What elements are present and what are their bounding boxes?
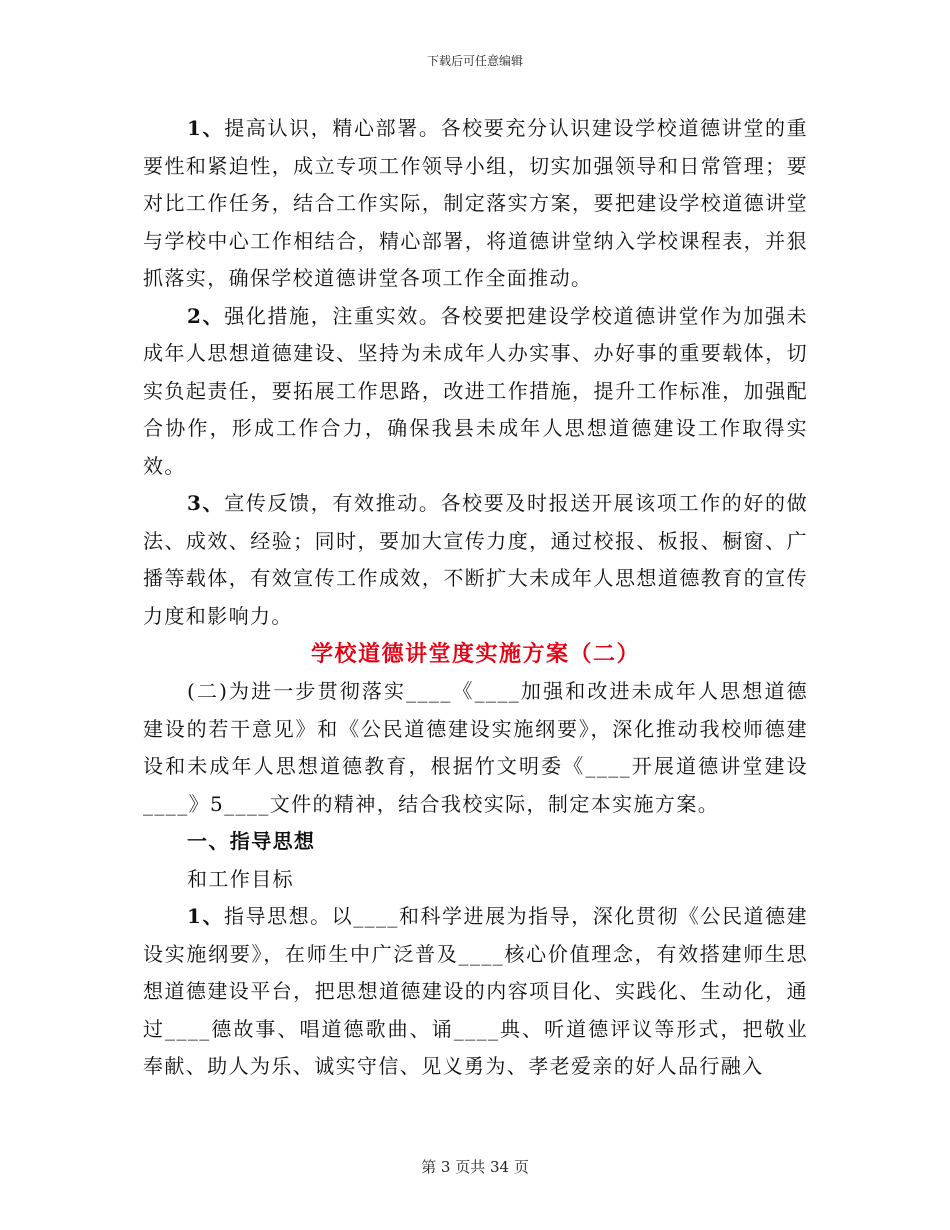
page-header: 下载后可任意编辑 xyxy=(426,54,523,68)
paragraph-1 xyxy=(143,110,808,298)
paragraph-2 xyxy=(143,298,808,486)
page-footer: 第 3 页共 34 页 xyxy=(421,1158,529,1176)
paragraph-4 xyxy=(143,898,808,1086)
paragraph-4-text: 指导思想。以____和科学进展为指导，深化贯彻《公民道德建设实施纲要》，在师生中广泛普及____核心价值理念，有效搭建师生思想道德建设平台，把思想道德建设的内容项目化、实践化、生动化，通过____德故事、唱道德歌曲、诵____典、听道德评议等形式，把敬业奉献、助人为乐、诚实守信、见义勇为、孝老爱亲的好人品行融入 xyxy=(143,904,808,1078)
intro-paragraph: (二)为进一步贯彻落实____《____加强和改进未成年人思想道德建设的若干意见》和《公民道德建设实施纲要》，深化推动我校师德建设和未成年人思想道德教育，根据竹文明委《____开展道德讲堂建设____》5____文件的精神，结合我校实际，制定本实施方案。 xyxy=(143,679,808,816)
paragraph-3-text: 宣传反馈，有效推动。各校要及时报送开展该项工作的好的做法、成效、经验；同时，要加大宣传力度，通过校报、板报、橱窗、广播等载体，有效宣传工作成效，不断扩大未成年人思想道德教育的宣传力度和影响力。 xyxy=(143,491,808,628)
paragraph-1-number: 1、 xyxy=(187,116,225,140)
paragraph-2-text: 强化措施，注重实效。各校要把建设学校道德讲堂作为加强未成年人思想道德建设、坚持为未成年人办实事、办好事的重要载体，切实负起责任，要拓展工作思路，改进工作措施，提升工作标准，加强配合协作，形成工作合力，确保我县未成年人思想道德建设工作取得实效。 xyxy=(143,303,808,478)
document-body xyxy=(143,110,808,1086)
paragraph-3 xyxy=(143,485,808,635)
paragraph-4-number: 1、 xyxy=(187,904,224,928)
heading-guiding-ideology: 一、指导思想 xyxy=(187,829,316,853)
paragraph-3-number: 3、 xyxy=(187,491,225,515)
paragraph-1-text: 提高认识，精心部署。各校要充分认识建设学校道德讲堂的重要性和紧迫性，成立专项工作领导小组，切实加强领导和日常管理；要对比工作任务，结合工作实际，制定落实方案，要把建设学校道德讲堂与学校中心工作相结合，精心部署，将道德讲堂纳入学校课程表，并狠抓落实，确保学校道德讲堂各项工作全面推动。 xyxy=(143,116,808,290)
subheading-work-goals: 和工作目标 xyxy=(187,866,294,891)
section-title: 学校道德讲堂度实施方案（二） xyxy=(310,641,640,667)
paragraph-2-number: 2、 xyxy=(187,303,225,328)
